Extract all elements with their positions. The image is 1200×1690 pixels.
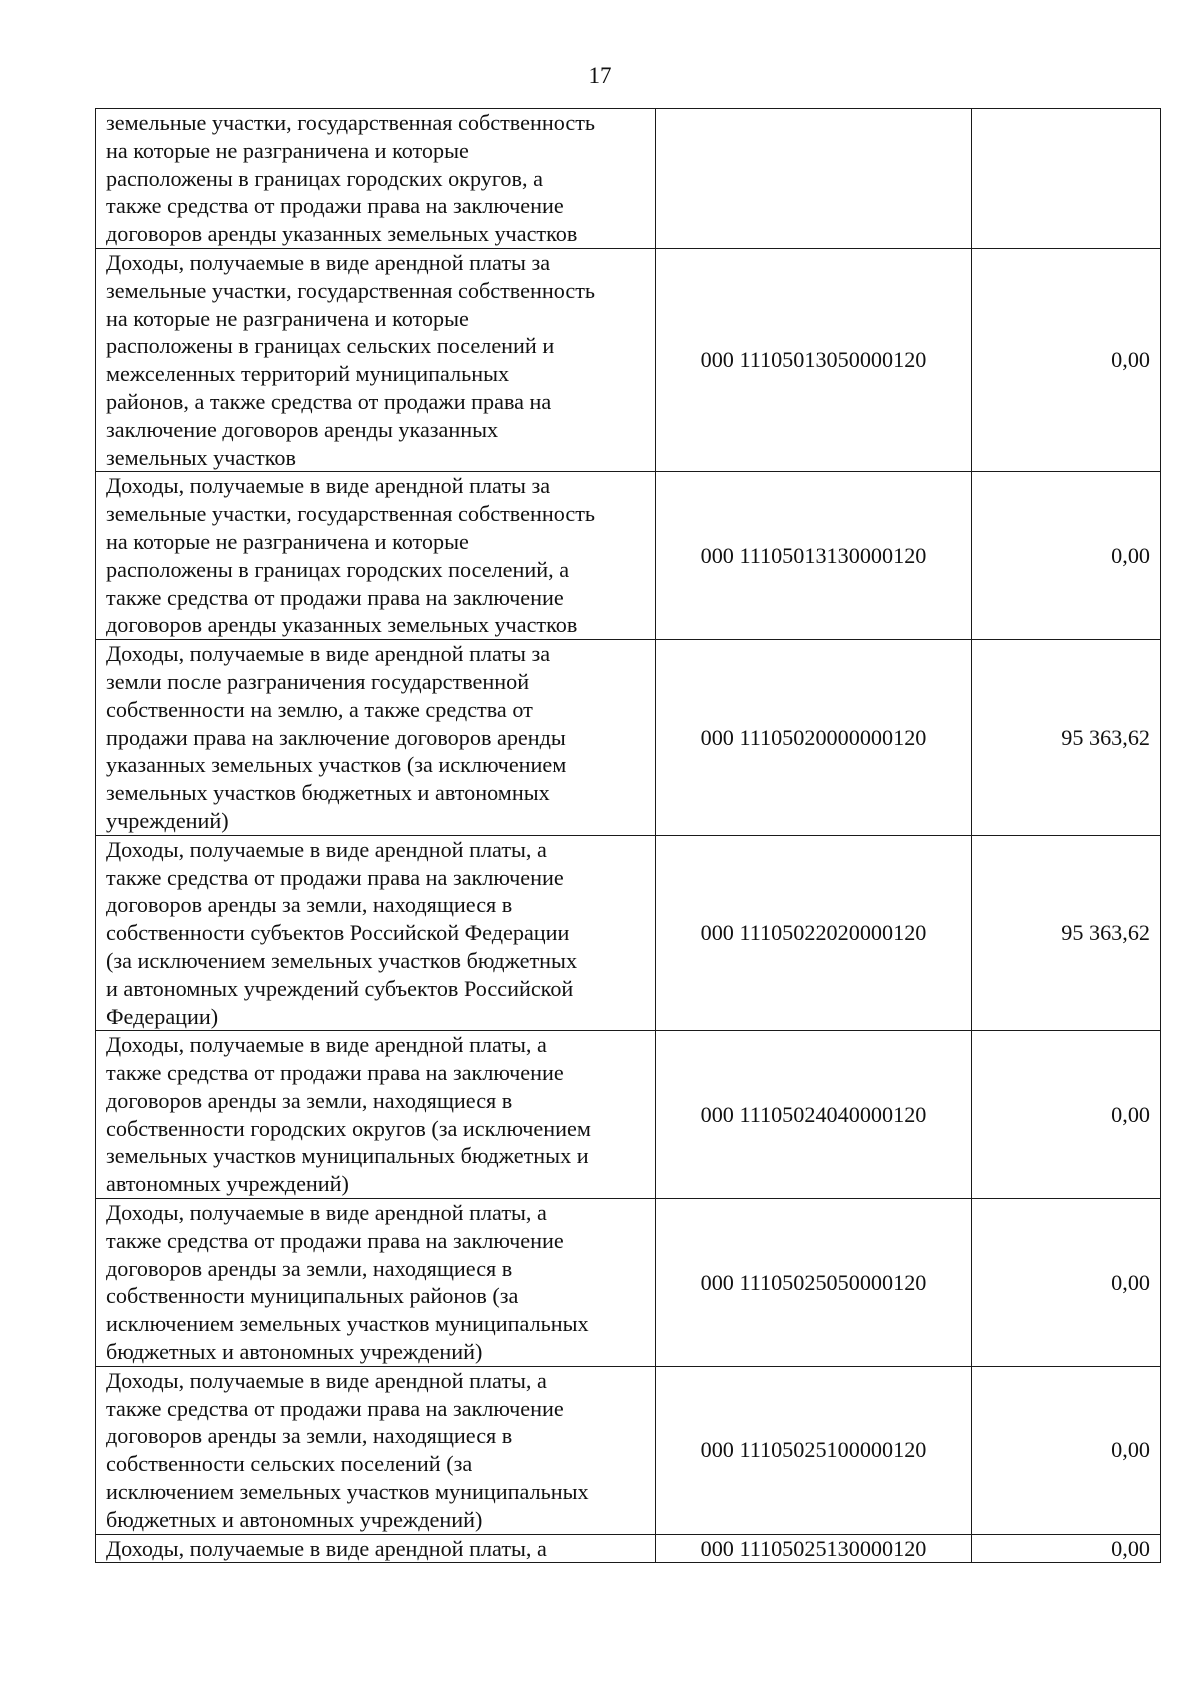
- table-body: [96, 109, 1161, 1563]
- description-line: расположены в границах городских поселений, а: [106, 556, 570, 582]
- description-line: бюджетных и автономных учреждений): [106, 1339, 483, 1365]
- description-line: также средства от продажи права на заключение: [106, 1227, 564, 1253]
- description-line: расположены в границах городских округов, а: [106, 165, 543, 191]
- description-line: заключение договоров аренды указанных: [106, 416, 499, 442]
- budget-code-cell: 000 11105025130000120: [656, 1534, 972, 1563]
- description-line: межселенных территорий муниципальных: [106, 361, 510, 387]
- description-line: Доходы, получаемые в виде арендной платы, а: [106, 1200, 547, 1226]
- budget-code-cell: 000 11105024040000120: [656, 1031, 972, 1199]
- budget-code-cell: 000 11105020000000120: [656, 640, 972, 836]
- description-line: Доходы, получаемые в виде арендной платы, а: [106, 1367, 547, 1393]
- description-line: договоров аренды за земли, находящиеся в: [106, 1255, 513, 1281]
- income-description-cell: [96, 1534, 656, 1563]
- description-line: Доходы, получаемые в виде арендной платы за: [106, 249, 551, 275]
- income-description-cell: [96, 835, 656, 1031]
- table-row: [96, 835, 1161, 1031]
- description-line: исключением земельных участков муниципальных: [106, 1479, 589, 1505]
- table-row: [96, 1199, 1161, 1367]
- description-line: указанных земельных участков (за исключением: [106, 752, 567, 778]
- description-line: собственности субъектов Российской Федерации: [106, 920, 570, 946]
- amount-cell: 0,00: [972, 1199, 1161, 1367]
- description-line: учреждений): [106, 807, 229, 833]
- description-line: договоров аренды за земли, находящиеся в: [106, 1087, 513, 1113]
- description-line: земельных участков муниципальных бюджетных и: [106, 1143, 589, 1169]
- budget-code-cell: 000 11105013050000120: [656, 248, 972, 471]
- description-line: и автономных учреждений субъектов Российской: [106, 975, 574, 1001]
- description-line: договоров аренды за земли, находящиеся в: [106, 892, 513, 918]
- description-line: земельные участки, государственная собственность: [106, 277, 596, 303]
- income-description-cell: [96, 1366, 656, 1534]
- description-line: договоров аренды за земли, находящиеся в: [106, 1423, 513, 1449]
- description-line: собственности муниципальных районов (за: [106, 1283, 519, 1309]
- description-line: Доходы, получаемые в виде арендной платы за: [106, 473, 551, 499]
- description-line: земельные участки, государственная собственность: [106, 110, 596, 135]
- description-line: земли после разграничения государственной: [106, 668, 530, 694]
- income-description-cell: [96, 1199, 656, 1367]
- description-line: исключением земельных участков муниципальных: [106, 1311, 589, 1337]
- table-row: [96, 248, 1161, 471]
- amount-cell: 0,00: [972, 1534, 1161, 1563]
- description-line: также средства от продажи права на заключение: [106, 864, 564, 890]
- description-line: также средства от продажи права на заключение: [106, 1060, 564, 1086]
- amount-cell: 0,00: [972, 472, 1161, 640]
- description-line: бюджетных и автономных учреждений): [106, 1506, 483, 1532]
- description-line: собственности на землю, а также средства от: [106, 696, 533, 722]
- table-row: [96, 109, 1161, 249]
- amount-cell: 95 363,62: [972, 640, 1161, 836]
- table-row: [96, 472, 1161, 640]
- description-line: Доходы, получаемые в виде арендной платы за: [106, 641, 551, 667]
- budget-code-cell: 000 11105025050000120: [656, 1199, 972, 1367]
- budget-code-cell: 000 11105022020000120: [656, 835, 972, 1031]
- description-line: договоров аренды указанных земельных участков: [106, 612, 578, 638]
- description-line: на которые не разграничена и которые: [106, 305, 469, 331]
- budget-code-cell: 000 11105025100000120: [656, 1366, 972, 1534]
- budget-code-cell: [656, 109, 972, 249]
- income-description-cell: [96, 1031, 656, 1199]
- income-description-cell: [96, 248, 656, 471]
- description-line: Доходы, получаемые в виде арендной платы, а: [106, 836, 547, 862]
- description-line: также средства от продажи права на заключение: [106, 193, 564, 219]
- table-row: [96, 1031, 1161, 1199]
- table-row: [96, 1534, 1161, 1563]
- description-line: расположены в границах сельских поселений и: [106, 333, 555, 359]
- description-line: также средства от продажи права на заключение: [106, 1395, 564, 1421]
- description-line: собственности городских округов (за исключением: [106, 1115, 591, 1141]
- description-line: Доходы, получаемые в виде арендной платы, а: [106, 1535, 547, 1561]
- page-number: 17: [588, 63, 612, 88]
- description-line: земельных участков бюджетных и автономных: [106, 780, 550, 806]
- revenue-table: [95, 108, 1161, 1563]
- amount-cell: 0,00: [972, 1031, 1161, 1199]
- description-line: продажи права на заключение договоров аренды: [106, 724, 566, 750]
- description-line: договоров аренды указанных земельных участков: [106, 221, 578, 247]
- income-description-cell: [96, 640, 656, 836]
- description-line: на которые не разграничена и которые: [106, 137, 469, 163]
- amount-cell: 95 363,62: [972, 835, 1161, 1031]
- table-row: [96, 1366, 1161, 1534]
- description-line: также средства от продажи права на заключение: [106, 584, 564, 610]
- amount-cell: 0,00: [972, 1366, 1161, 1534]
- income-description-cell: [96, 109, 656, 249]
- budget-code-cell: 000 11105013130000120: [656, 472, 972, 640]
- description-line: автономных учреждений): [106, 1171, 349, 1197]
- description-line: собственности сельских поселений (за: [106, 1451, 473, 1477]
- description-line: на которые не разграничена и которые: [106, 528, 469, 554]
- description-line: Федерации): [106, 1003, 219, 1029]
- description-line: районов, а также средства от продажи права на: [106, 388, 552, 414]
- description-line: Доходы, получаемые в виде арендной платы, а: [106, 1032, 547, 1058]
- amount-cell: 0,00: [972, 248, 1161, 471]
- amount-cell: [972, 109, 1161, 249]
- table-row: [96, 640, 1161, 836]
- description-line: земельные участки, государственная собственность: [106, 501, 596, 527]
- income-description-cell: [96, 472, 656, 640]
- description-line: земельных участков: [106, 444, 296, 470]
- description-line: (за исключением земельных участков бюджетных: [106, 947, 578, 973]
